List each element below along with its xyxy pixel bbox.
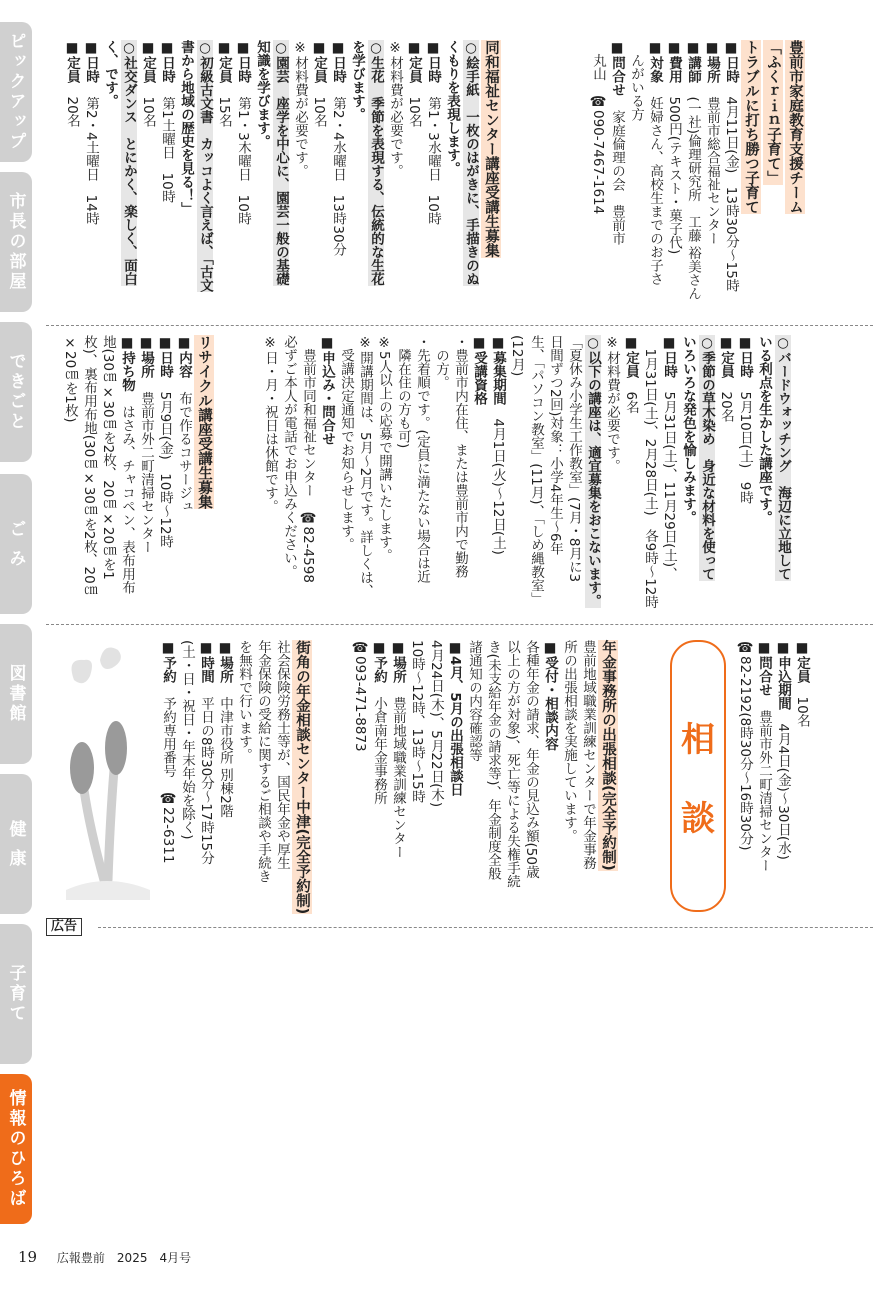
line-label: ■内容: [176, 335, 192, 378]
line-text: 妊婦さん、高校生までのお子さ: [647, 83, 663, 286]
line-label: ■定員: [406, 40, 422, 83]
title-line: [291, 640, 313, 915]
line-label: ○園芸 座学を中心に、園芸一般の基礎: [273, 40, 289, 286]
line-label: ■講師: [685, 40, 701, 83]
line-text: ・豊前市内在住、または豊前市内で勤務: [452, 335, 468, 578]
text-line: [328, 40, 347, 310]
line-label: ■場所: [217, 640, 233, 683]
section-title: 年金事務所の出張相談(完全予約制): [600, 640, 616, 871]
text-line: [309, 40, 328, 310]
text-line: [521, 640, 540, 910]
text-line: [253, 640, 272, 910]
text-line: [117, 335, 136, 613]
line-text: ×20㎝を1枚): [62, 335, 78, 423]
text-line: [215, 640, 234, 910]
line-text: 地(30㎝×30㎝を2枚、20㎝×20㎝を1: [100, 335, 116, 580]
line-text: 豊前地域職業訓練センターで年金事務: [580, 640, 596, 870]
title-line: [784, 40, 806, 310]
text-line: [252, 40, 271, 310]
text-line: [754, 640, 773, 910]
text-line: [157, 40, 176, 310]
line-text: ※5人以上の応募で開講いたします。: [376, 335, 392, 563]
line-text: 必ずご本人が電話でお申込みください。: [281, 335, 297, 578]
line-label: ■受付・相談内容: [542, 640, 558, 751]
line-text: 15名: [216, 83, 232, 128]
line-label: ■場所: [138, 335, 154, 378]
text-line: [279, 335, 298, 613]
line-label: ■予約: [371, 640, 387, 683]
line-text: ※材料費が必要です。: [292, 40, 308, 178]
section-pension-office: [350, 640, 619, 910]
line-label: ○季節の草木染め 身近な材料を使って: [699, 335, 715, 581]
text-line: [792, 640, 811, 910]
text-line: [602, 335, 621, 613]
text-line: [271, 40, 290, 310]
text-line: [366, 40, 385, 310]
line-text: 以上の方が対象)、死亡等による失権手続: [504, 640, 520, 889]
text-line: [697, 335, 716, 613]
section-title: リサイクル講座受講生募集: [196, 335, 212, 509]
line-text: 諸通知の内容確認等: [466, 640, 482, 762]
title-line: [740, 40, 762, 310]
consult-char-1: 相: [681, 720, 715, 760]
section-pension-center-nakatsu: [158, 640, 313, 915]
line-label: ■定員: [623, 335, 639, 378]
title-line: [480, 40, 502, 310]
line-text: 20名: [718, 378, 734, 423]
line-label: ○バードウォッチング 海辺に立地して: [775, 335, 791, 581]
section-title: 「ふくｒｉｎ子育て」: [765, 40, 781, 185]
text-line: [645, 40, 664, 310]
line-label: く、です。: [102, 40, 118, 108]
line-label: ○社交ダンス とにかく、楽しく、面白: [121, 40, 137, 286]
line-label: ■場所: [704, 40, 720, 83]
page-number: 19: [18, 1248, 38, 1266]
line-text: 第1土曜日 10時: [159, 83, 175, 204]
text-line: [607, 40, 626, 310]
line-label: ■日時: [737, 335, 753, 378]
text-line: [100, 40, 119, 310]
text-line: [464, 640, 483, 910]
line-text: 20名: [64, 83, 80, 128]
text-line: [488, 335, 507, 613]
index-tab-6[interactable]: 子育て: [0, 924, 32, 1064]
line-label: ■持ち物: [119, 335, 135, 392]
line-label: ■定員: [718, 335, 734, 378]
line-text: を無料で行います。: [236, 640, 252, 762]
text-line: [735, 335, 754, 613]
line-label: ■申込み・問合せ: [319, 335, 335, 446]
line-text: の方。: [433, 335, 449, 389]
line-text: 社会保険労務士等が、国民年金や厚生: [274, 640, 290, 870]
line-text: 10名: [311, 83, 327, 128]
publication-name: 広報豊前 2025 4月号: [56, 1251, 192, 1265]
text-line: [540, 640, 559, 910]
line-label: ○絵手紙 一枚のはがきに、手描きのぬ: [463, 40, 479, 286]
text-line: [298, 335, 317, 613]
text-line: [678, 335, 697, 613]
line-label: を学びます。: [349, 40, 365, 121]
text-line: [450, 335, 469, 613]
line-label: ■日時: [723, 40, 739, 83]
line-text: き(未支給年金の請求等)、年金制度全般: [485, 640, 501, 881]
text-line: [735, 640, 754, 910]
text-line: [317, 335, 336, 613]
text-line: [588, 40, 607, 310]
title-line: [762, 40, 784, 310]
line-text: (一社)倫理研究所 工藤 裕美さん: [685, 83, 701, 301]
line-label: ■定員: [311, 40, 327, 83]
text-line: [426, 640, 445, 910]
text-line: [350, 640, 369, 910]
index-tab-4[interactable]: 図書館: [0, 624, 32, 764]
line-label: ■日時: [159, 40, 175, 83]
text-line: [407, 640, 426, 910]
text-line: [158, 640, 177, 910]
line-text: 豊前市外二町清掃センター: [138, 378, 154, 554]
line-label: ■定員: [794, 640, 810, 683]
line-text: 1月31日(土)、2月28日(土) 各9時～12時: [642, 335, 658, 609]
line-text: 年金保険の受給に関するご相談や手続き: [255, 640, 271, 883]
text-line: [626, 40, 645, 310]
text-line: [385, 40, 404, 310]
text-line: [388, 640, 407, 910]
text-line: [404, 40, 423, 310]
line-label: ■募集期間: [490, 335, 506, 405]
text-line: [138, 40, 157, 310]
line-text: 500円(テキスト・菓子代): [666, 83, 682, 255]
line-label: ■日時: [425, 40, 441, 83]
section-title: 豊前市家庭教育支援チーム: [787, 40, 803, 214]
line-text: 小倉南年金事務所: [371, 683, 387, 805]
line-text: ※日・月・祝日は休館です。: [262, 335, 278, 513]
line-label: 知識を学びます。: [254, 40, 270, 148]
line-text: (土・日・祝日・年末年始を除く): [179, 640, 195, 840]
text-line: [659, 335, 678, 613]
line-label: ■4月、5月の出張相談日: [447, 640, 463, 797]
text-line: [336, 335, 355, 613]
line-text: 豊前市同和福祉センター ☎82-4598: [300, 335, 316, 583]
title-line: [597, 640, 619, 910]
line-label: ■受講資格: [471, 335, 487, 405]
text-line: [393, 335, 412, 613]
line-text: 5月9日(金) 10時～12時: [157, 378, 173, 549]
section-dowa-center-courses-cont: [260, 335, 792, 613]
line-text: 5月31日(土)、11月29日(土)、: [661, 378, 677, 581]
line-text: ※材料費が必要です。: [387, 40, 403, 178]
text-line: [721, 40, 740, 310]
line-text: 第2・4水曜日 13時30分: [330, 83, 346, 257]
line-text: 第2・4土曜日 14時: [83, 83, 99, 226]
line-label: いろいろな発色を愉しみます。: [680, 335, 696, 524]
line-text: 4月1日(火)～12日(土): [490, 405, 506, 555]
text-line: [483, 640, 502, 910]
line-text: 平日の8時30分～17時15分: [198, 683, 214, 865]
title-line: [193, 335, 215, 613]
section-title: 同和福祉センター講座受講生募集: [483, 40, 499, 258]
text-line: [233, 40, 252, 310]
section-title: トラブルに打ち勝つ子育て: [743, 40, 759, 214]
text-line: [174, 335, 193, 613]
text-line: [98, 335, 117, 613]
line-text: 第1・3木曜日 10時: [235, 83, 251, 226]
text-line: [461, 40, 480, 310]
line-text: 豊前市総合福祉センター: [704, 83, 720, 245]
line-text: (12月): [509, 335, 525, 377]
text-line: [507, 335, 526, 613]
text-line: [214, 40, 233, 310]
consultation-heading: [670, 640, 726, 912]
footer: [18, 1248, 191, 1266]
text-line: [716, 335, 735, 613]
line-label: ■対象: [647, 40, 663, 83]
text-line: [502, 640, 521, 910]
line-text: 各種年金の請求、年金の見込み額(50歳: [523, 640, 539, 879]
section-recycle-course: [60, 335, 215, 613]
line-text: ☎82-2192(8時30分～16時30分): [737, 640, 753, 851]
consult-char-2: 談: [681, 799, 715, 839]
index-tab-3[interactable]: ご み: [0, 474, 32, 614]
line-text: 豊前地域職業訓練センター: [390, 683, 406, 859]
line-text: ※開講期間は、5月～2月です。詳しくは、: [357, 335, 373, 598]
divider: [46, 624, 873, 625]
line-text: 5月10日(土) 9時: [737, 378, 753, 504]
line-label: ■日時: [661, 335, 677, 378]
text-line: [177, 640, 196, 910]
line-label: ■予約: [160, 640, 176, 683]
index-tab-7[interactable]: 情報のひろば: [0, 1074, 32, 1224]
line-label: ■場所: [390, 640, 406, 683]
divider: [46, 325, 873, 326]
text-line: [773, 640, 792, 910]
line-label: ■日時: [157, 335, 173, 378]
line-text: 丸山 ☎090-7467-1614: [590, 40, 606, 215]
line-text: 隣在住の方も可): [395, 335, 411, 449]
line-text: 豊前市外二町清掃センター: [756, 696, 772, 872]
line-label: ○生花 季節を表現する、伝統的な生花: [368, 40, 384, 286]
line-text: 中津市役所 別棟2階: [217, 683, 233, 818]
divider: [98, 927, 873, 928]
line-text: 4月11日(金) 13時30分～15時: [723, 83, 739, 293]
line-text: 枚)、裏布用布地(30㎝×30㎝を2枚、20㎝: [81, 335, 97, 598]
line-label: くもりを表現します。: [444, 40, 460, 175]
line-text: はさみ、チャコペン、表布用布: [119, 391, 135, 594]
line-label: ■日時: [330, 40, 346, 83]
text-line: [559, 640, 578, 910]
line-text: 布で作るコサージュ: [176, 378, 192, 513]
text-line: [155, 335, 174, 613]
line-text: 「夏休み小学生工作教室」(7月・8月に3: [566, 335, 582, 583]
text-line: [290, 40, 309, 310]
text-line: [664, 40, 683, 310]
text-line: [196, 640, 215, 910]
line-label: 書から地域の歴史を見る！」: [178, 40, 194, 216]
text-line: [60, 335, 79, 613]
line-label: ■問合せ: [756, 640, 772, 697]
line-text: 10名: [406, 83, 422, 128]
text-line: [347, 40, 366, 310]
line-text: 生、「パソコン教室」(11月)、「しめ縄教室」: [528, 335, 544, 606]
text-line: [442, 40, 461, 310]
text-line: [445, 640, 464, 910]
text-line: [423, 40, 442, 310]
line-text: 予約専用番号 ☎22-6311: [160, 683, 176, 864]
text-line: [469, 335, 488, 613]
text-line: [234, 640, 253, 910]
line-text: 所の出張相談を実施しています。: [561, 640, 577, 843]
line-text: 日間ずつ2回)対象：小学4年生～6年: [547, 335, 563, 556]
line-text: ☎093-471-8873: [352, 640, 368, 752]
line-text: んがいる方: [628, 40, 644, 121]
line-label: ○初級古文書 カッコよく言えば、「古文: [197, 40, 213, 293]
line-label: ■定員: [140, 40, 156, 83]
section-title: 街角の年金相談センター中津(完全予約制): [294, 640, 310, 915]
ad-label: 広告: [46, 918, 82, 936]
line-text: 10時～12時、13時～15時: [409, 640, 425, 804]
text-line: [578, 640, 597, 910]
text-line: [374, 335, 393, 613]
text-line: [702, 40, 721, 310]
line-text: 受講決定通知でお知らせします。: [338, 335, 354, 551]
text-line: [621, 335, 640, 613]
line-label: ■申込期間: [775, 640, 791, 710]
text-line: [195, 40, 214, 310]
text-line: [640, 335, 659, 613]
text-line: [62, 40, 81, 310]
horsetail-illustration: [56, 640, 156, 910]
line-text: 4月4日(金)～30日(水): [775, 710, 791, 860]
text-line: [412, 335, 431, 613]
line-label: ■日時: [235, 40, 251, 83]
text-line: [119, 40, 138, 310]
line-text: 6名: [623, 378, 639, 414]
section-family-education: [588, 40, 806, 310]
line-text: 4月24日(木)、5月22日(木): [428, 640, 444, 808]
line-text: ※材料費が必要です。: [604, 335, 620, 473]
text-line: [260, 335, 279, 613]
text-line: [176, 40, 195, 310]
text-line: [355, 335, 374, 613]
index-tab-5[interactable]: 健 康: [0, 774, 32, 914]
text-line: [683, 40, 702, 310]
index-tab-0[interactable]: ピックアップ: [0, 22, 32, 162]
line-label: ■問合せ: [609, 40, 625, 97]
line-label: ○以下の講座は、適宜募集をおこないます。: [585, 335, 601, 608]
text-line: [136, 335, 155, 613]
text-line: [564, 335, 583, 613]
text-line: [81, 40, 100, 310]
section-dowa-center-courses: [62, 40, 502, 310]
text-line: [272, 640, 291, 910]
line-text: 家庭倫理の会 豊前市: [609, 96, 625, 245]
line-text: 第1・3水曜日 10時: [425, 83, 441, 226]
section-recycle-course-cont: [735, 640, 811, 910]
text-line: [79, 335, 98, 613]
line-text: 10名: [140, 83, 156, 128]
text-line: [545, 335, 564, 613]
line-label: ■時間: [198, 640, 214, 683]
line-label: ■費用: [666, 40, 682, 83]
index-tab-2[interactable]: できごと: [0, 322, 32, 462]
line-text: ・先着順です。(定員に満たない場合は近: [414, 335, 430, 584]
line-label: いる利点を生かした講座です。: [756, 335, 772, 524]
line-label: ■日時: [83, 40, 99, 83]
line-label: ■定員: [216, 40, 232, 83]
line-label: ■定員: [64, 40, 80, 83]
text-line: [583, 335, 602, 613]
text-line: [526, 335, 545, 613]
text-line: [773, 335, 792, 613]
text-line: [754, 335, 773, 613]
index-tab-1[interactable]: 市長の部屋: [0, 172, 32, 312]
line-text: 10名: [794, 683, 810, 728]
text-line: [431, 335, 450, 613]
text-line: [369, 640, 388, 910]
